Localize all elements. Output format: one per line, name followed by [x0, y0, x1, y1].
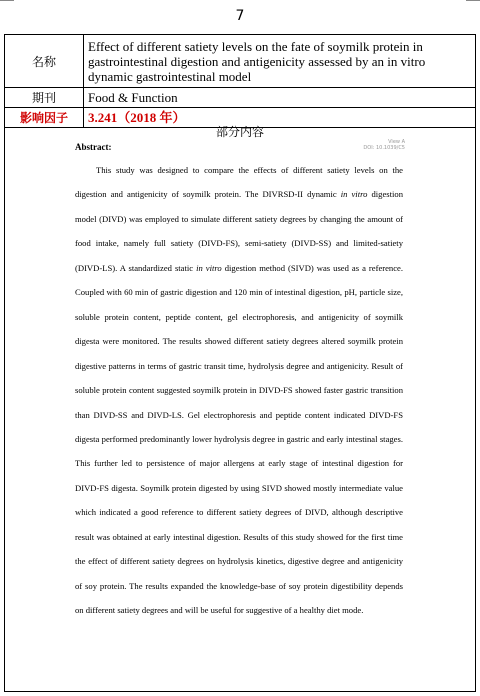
impact-value: 3.241（2018 年）: [84, 108, 476, 128]
journal-value: Food & Function: [84, 88, 476, 108]
corner-mark-right: [466, 0, 480, 5]
corner-mark-left: [0, 0, 14, 5]
abstract-body: [75, 158, 403, 623]
doi-watermark: [363, 139, 405, 151]
abstract-paragraph: This study was designed to compare the effects of different satiety levels on the digestion and antigenicity of soymilk protein. The DIVRSD-II dynamic in vitro digestion model (DIVD) was employed to simulate different satiety degrees by changing the amount of food intake, namely full satiety (DIVD-FS), semi-satiety (DIVD-SS) and limited-satiety (DIVD-LS). A standardized static in vitro digestion method (SIVD) was used as a reference. Coupled with 60 min of gastric digestion and 120 min of intestinal digestion, pH, particle size, soluble protein content, peptide content, gel electrophoresis, and antigenicity of soymilk digesta were monitored. The results showed different satiety degrees altered soymilk protein digestive patterns in terms of gastric transit time, hydrolysis degree and antigenicity. Result of soluble protein content suggested soymilk protein in DIVD-FS showed faster gastric transition than DIVD-SS and DIVD-LS. Gel electrophoresis and peptide content indicated DIVD-FS digesta performed predominantly lower hydrolysis degree in gastric and early intestinal stages. This further led to persistence of major allergens at early stage of intestinal digestion for DIVD-FS digesta. Soymilk protein digested by using SIVD showed mostly intermediate value which indicated a good reference to different satiety degrees of DIVD, although descriptive result was obtained at early intestinal digestion. Results of this study showed for the first time the effect of different satiety degrees on hydrolysis kinetics, digestive degree and antigenicity of soy protein. The results expanded the knowledge-base of soy protein digestibility depends on different satiety degrees and will be useful for suggestive of a healthy diet mode.: [75, 165, 404, 616]
doi-line-1: View A: [388, 139, 405, 145]
title-value: Effect of different satiety levels on the fate of soymilk protein in gastrointestinal digestion and antigenicity assessed by an in vitro dynamic gastrointestinal model: [84, 35, 476, 88]
info-table: [4, 34, 476, 128]
title-label: 名称: [5, 35, 84, 88]
impact-label: 影响因子: [5, 108, 84, 128]
abstract-label: Abstract:: [75, 142, 112, 152]
page-number: 7: [235, 8, 245, 24]
journal-row: [5, 88, 476, 108]
content-box: [4, 121, 476, 692]
doi-line-2: DOI: 10.1039/C5: [363, 145, 405, 151]
journal-label: 期刊: [5, 88, 84, 108]
section-title: 部分内容: [215, 125, 264, 139]
title-row: [5, 35, 476, 88]
